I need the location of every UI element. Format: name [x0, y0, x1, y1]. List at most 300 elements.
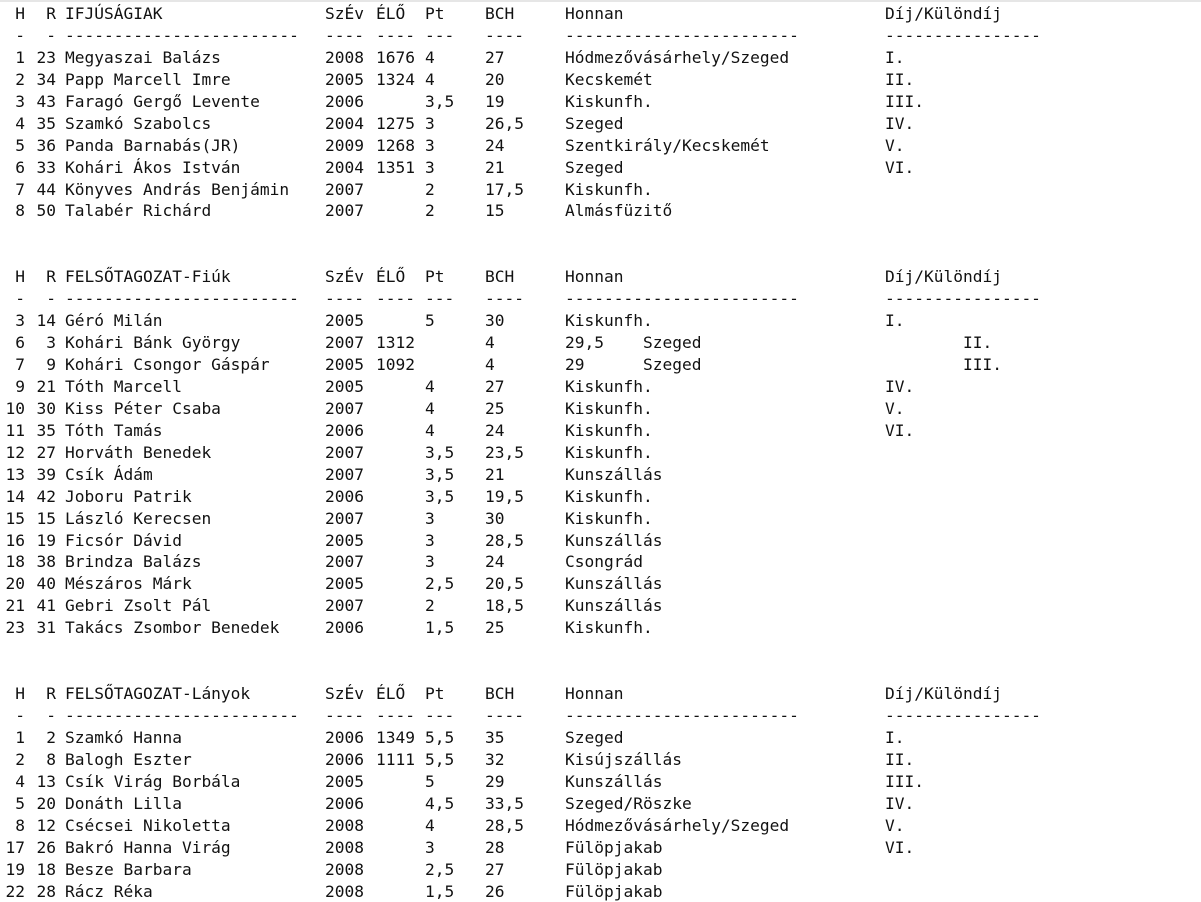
cell-elo: 1312 [376, 332, 415, 354]
cell-r: 15 [37, 508, 57, 530]
cell-elo: 1268 [376, 135, 415, 157]
cell-bch: 33,5 [485, 793, 524, 815]
table-row [0, 69, 1201, 91]
separator-row [0, 25, 1201, 47]
cell-dij: ---------------- [885, 705, 1041, 727]
cell-r: 34 [37, 69, 57, 91]
cell-honnan: Szeged [565, 727, 623, 749]
cell-szev: 2005 [325, 310, 364, 332]
table-row [0, 354, 1201, 376]
cell-r: 35 [37, 420, 57, 442]
table-row [0, 771, 1201, 793]
cell-szev: 2007 [325, 179, 364, 201]
cell-bch: ---- [485, 288, 524, 310]
cell-bch: 25 [485, 398, 505, 420]
blank-line [0, 639, 1201, 661]
cell-r: 18 [37, 859, 57, 881]
cell-h: H [15, 3, 25, 25]
cell-elo: ---- [376, 705, 415, 727]
table-row [0, 442, 1201, 464]
cell-name: Csécsei Nikoletta [65, 815, 231, 837]
cell-h: H [15, 266, 25, 288]
cell-elo: ÉLŐ [376, 266, 405, 288]
cell-elo: 1275 [376, 113, 415, 135]
cell-h: 8 [15, 815, 25, 837]
cell-dij: IV. [885, 113, 914, 135]
cell-pt: 3 [425, 157, 435, 179]
cell-h: 20 [6, 573, 26, 595]
table-row [0, 617, 1201, 639]
cell-r: 42 [37, 486, 57, 508]
table-row [0, 310, 1201, 332]
cell-pt: 4 [425, 420, 435, 442]
cell-name: Szamkó Hanna [65, 727, 182, 749]
cell-r: 33 [37, 157, 57, 179]
cell-name: Donáth Lilla [65, 793, 182, 815]
cell-h: 8 [15, 200, 25, 222]
cell-honnan: 29 Szeged [565, 354, 701, 376]
cell-honnan: Kiskunfh. [565, 310, 653, 332]
cell-dij: VI. [885, 157, 914, 179]
cell-szev: 2007 [325, 200, 364, 222]
cell-h: 16 [6, 530, 26, 552]
cell-bch: 30 [485, 508, 505, 530]
table-row [0, 113, 1201, 135]
section-table [0, 3, 1201, 222]
cell-pt: --- [425, 288, 454, 310]
cell-szev: 2005 [325, 69, 364, 91]
cell-szev: 2008 [325, 859, 364, 881]
cell-r: 36 [37, 135, 57, 157]
cell-h: 19 [6, 859, 26, 881]
table-row [0, 815, 1201, 837]
cell-bch: 24 [485, 135, 505, 157]
cell-pt: Pt [425, 266, 445, 288]
cell-pt: 2 [425, 179, 435, 201]
cell-pt: 4 [425, 376, 435, 398]
cell-dij: ---------------- [885, 288, 1041, 310]
cell-pt: 3,5 [425, 486, 454, 508]
cell-name: Gebri Zsolt Pál [65, 595, 211, 617]
cell-name: Talabér Richárd [65, 200, 211, 222]
cell-bch: 27 [485, 376, 505, 398]
cell-h: 22 [6, 881, 26, 902]
cell-name: Besze Barbara [65, 859, 192, 881]
cell-szev: 2005 [325, 771, 364, 793]
cell-name: Kiss Péter Csaba [65, 398, 221, 420]
cell-pt: 3,5 [425, 442, 454, 464]
cell-dij: I. [885, 47, 905, 69]
cell-honnan: ------------------------ [565, 705, 799, 727]
cell-pt: 3,5 [425, 91, 454, 113]
cell-szev: SzÉv [325, 266, 364, 288]
cell-name: Megyaszai Balázs [65, 47, 221, 69]
cell-bch: 25 [485, 617, 505, 639]
table-row [0, 727, 1201, 749]
header-row [0, 683, 1201, 705]
cell-honnan: Fülöpjakab [565, 837, 662, 859]
cell-bch: 35 [485, 727, 505, 749]
cell-pt: 2 [425, 595, 435, 617]
cell-r: 26 [37, 837, 57, 859]
cell-h: - [15, 705, 25, 727]
cell-honnan: ------------------------ [565, 288, 799, 310]
cell-szev: 2005 [325, 354, 364, 376]
cell-h: 7 [15, 179, 25, 201]
cell-pt: 3 [425, 551, 435, 573]
cell-r: - [46, 25, 56, 47]
table-row [0, 595, 1201, 617]
cell-dij: ---------------- [885, 25, 1041, 47]
cell-name: Könyves András Benjámin [65, 179, 289, 201]
cell-name: ------------------------ [65, 288, 299, 310]
cell-pt: 4 [425, 815, 435, 837]
cell-h: 2 [15, 749, 25, 771]
cell-bch: ---- [485, 25, 524, 47]
cell-r: R [46, 683, 56, 705]
cell-szev: ---- [325, 288, 364, 310]
cell-pt: 3 [425, 508, 435, 530]
cell-name: Brindza Balázs [65, 551, 201, 573]
cell-r: 43 [37, 91, 57, 113]
cell-bch: 28 [485, 837, 505, 859]
cell-szev: 2008 [325, 815, 364, 837]
cell-name: Panda Barnabás(JR) [65, 135, 240, 157]
cell-dij: Díj/Különdíj [885, 3, 1002, 25]
cell-szev: 2008 [325, 881, 364, 902]
cell-pt: 5,5 [425, 727, 454, 749]
cell-h: 9 [15, 376, 25, 398]
cell-r: 44 [37, 179, 57, 201]
cell-dij: IV. [885, 793, 914, 815]
cell-name: Kohári Csongor Gáspár [65, 354, 270, 376]
cell-bch: 20,5 [485, 573, 524, 595]
cell-szev: 2006 [325, 793, 364, 815]
cell-honnan: 29,5 Szeged [565, 332, 701, 354]
cell-szev: 2008 [325, 837, 364, 859]
cell-pt: 3 [425, 837, 435, 859]
cell-bch: 27 [485, 47, 505, 69]
cell-bch: BCH [485, 3, 514, 25]
cell-bch: 32 [485, 749, 505, 771]
cell-h: 7 [15, 354, 25, 376]
cell-pt: 4 [425, 47, 435, 69]
cell-name: Rácz Réka [65, 881, 153, 902]
cell-pt: 3 [425, 530, 435, 552]
cell-name: Szamkó Szabolcs [65, 113, 211, 135]
cell-bch: 18,5 [485, 595, 524, 617]
cell-szev: SzÉv [325, 683, 364, 705]
cell-bch: 24 [485, 551, 505, 573]
cell-name: Tóth Marcell [65, 376, 182, 398]
cell-bch: BCH [485, 266, 514, 288]
table-row [0, 179, 1201, 201]
cell-elo: 1092 [376, 354, 415, 376]
table-row [0, 749, 1201, 771]
cell-r: 23 [37, 47, 57, 69]
cell-name: ------------------------ [65, 705, 299, 727]
cell-name: Ficsór Dávid [65, 530, 182, 552]
cell-r: 41 [37, 595, 57, 617]
cell-name: Tóth Tamás [65, 420, 162, 442]
cell-pt: Pt [425, 3, 445, 25]
cell-h: 17 [6, 837, 26, 859]
cell-r: - [46, 705, 56, 727]
cell-honnan: Honnan [565, 266, 623, 288]
cell-bch: BCH [485, 683, 514, 705]
cell-pt: --- [425, 25, 454, 47]
cell-r: 27 [37, 442, 57, 464]
cell-szev: 2005 [325, 530, 364, 552]
cell-name: Kohári Bánk György [65, 332, 240, 354]
table-row [0, 508, 1201, 530]
cell-h: 4 [15, 771, 25, 793]
cell-r: - [46, 288, 56, 310]
cell-h: 10 [6, 398, 26, 420]
cell-szev: 2006 [325, 420, 364, 442]
cell-pt: 3 [425, 135, 435, 157]
cell-bch: 20 [485, 69, 505, 91]
cell-dij: I. [885, 310, 905, 332]
cell-honnan: Kunszállás [565, 464, 662, 486]
cell-szev: ---- [325, 25, 364, 47]
cell-honnan: Kunszállás [565, 595, 662, 617]
cell-r: 19 [37, 530, 57, 552]
cell-bch: 24 [485, 420, 505, 442]
cell-dij: III. [885, 771, 924, 793]
cell-bch: 17,5 [485, 179, 524, 201]
cell-pt: 4,5 [425, 793, 454, 815]
blank-line [0, 661, 1201, 683]
cell-honnan: Kunszállás [565, 771, 662, 793]
cell-bch: 15 [485, 200, 505, 222]
cell-dij: VI. [885, 837, 914, 859]
cell-elo: 1349 [376, 727, 415, 749]
cell-r: 12 [37, 815, 57, 837]
cell-honnan: Kiskunfh. [565, 486, 653, 508]
table-row [0, 551, 1201, 573]
cell-h: 15 [6, 508, 26, 530]
blank-line [0, 222, 1201, 244]
cell-dij: V. [885, 398, 905, 420]
cell-szev: 2007 [325, 332, 364, 354]
cell-r: 20 [37, 793, 57, 815]
cell-h: 3 [15, 91, 25, 113]
separator-row [0, 705, 1201, 727]
cell-name: FELSŐTAGOZAT-Lányok [65, 683, 250, 705]
cell-dij: III. [885, 354, 1002, 376]
table-row [0, 859, 1201, 881]
cell-dij: VI. [885, 420, 914, 442]
cell-elo: 1351 [376, 157, 415, 179]
cell-dij: V. [885, 815, 905, 837]
cell-bch: 26 [485, 881, 505, 902]
cell-honnan: Kiskunfh. [565, 398, 653, 420]
cell-h: H [15, 683, 25, 705]
cell-szev: 2004 [325, 113, 364, 135]
cell-szev: 2006 [325, 727, 364, 749]
cell-r: 14 [37, 310, 57, 332]
cell-name: Balogh Eszter [65, 749, 192, 771]
cell-elo: 1676 [376, 47, 415, 69]
cell-honnan: Hódmezővásárhely/Szeged [565, 47, 789, 69]
cell-r: 30 [37, 398, 57, 420]
cell-elo: ---- [376, 288, 415, 310]
table-row [0, 573, 1201, 595]
cell-honnan: Kiskunfh. [565, 442, 653, 464]
cell-pt: --- [425, 705, 454, 727]
cell-pt: 2 [425, 200, 435, 222]
cell-r: 50 [37, 200, 57, 222]
cell-name: Takács Zsombor Benedek [65, 617, 279, 639]
cell-r: 13 [37, 771, 57, 793]
table-row [0, 530, 1201, 552]
cell-bch: ---- [485, 705, 524, 727]
cell-elo: ---- [376, 25, 415, 47]
cell-bch: 19,5 [485, 486, 524, 508]
cell-honnan: Kiskunfh. [565, 91, 653, 113]
table-row [0, 200, 1201, 222]
cell-honnan: Szeged/Röszke [565, 793, 692, 815]
cell-r: 31 [37, 617, 57, 639]
cell-honnan: Honnan [565, 683, 623, 705]
cell-h: 4 [15, 113, 25, 135]
cell-bch: 26,5 [485, 113, 524, 135]
table-row [0, 420, 1201, 442]
cell-bch: 21 [485, 464, 505, 486]
cell-h: 6 [15, 157, 25, 179]
cell-name: Papp Marcell Imre [65, 69, 231, 91]
cell-r: 8 [46, 749, 56, 771]
table-row [0, 135, 1201, 157]
cell-bch: 4 [485, 354, 495, 376]
cell-h: 1 [15, 47, 25, 69]
cell-r: R [46, 266, 56, 288]
cell-honnan: Kunszállás [565, 530, 662, 552]
cell-szev: 2007 [325, 442, 364, 464]
cell-szev: 2005 [325, 376, 364, 398]
cell-szev: 2007 [325, 595, 364, 617]
cell-dij: IV. [885, 376, 914, 398]
cell-h: 21 [6, 595, 26, 617]
results-document [0, 3, 1201, 902]
table-row [0, 157, 1201, 179]
cell-name: Bakró Hanna Virág [65, 837, 231, 859]
cell-name: Horváth Benedek [65, 442, 211, 464]
cell-honnan: ------------------------ [565, 25, 799, 47]
cell-pt: 4 [425, 69, 435, 91]
cell-honnan: Kecskemét [565, 69, 653, 91]
cell-dij: Díj/Különdíj [885, 683, 1002, 705]
separator-row [0, 288, 1201, 310]
cell-dij: II. [885, 749, 914, 771]
cell-elo: 1324 [376, 69, 415, 91]
cell-szev: 2005 [325, 573, 364, 595]
cell-pt: 5,5 [425, 749, 454, 771]
cell-pt: 2,5 [425, 573, 454, 595]
cell-r: 35 [37, 113, 57, 135]
cell-honnan: Szentkirály/Kecskemét [565, 135, 770, 157]
cell-h: 2 [15, 69, 25, 91]
cell-name: Joboru Patrik [65, 486, 192, 508]
cell-bch: 30 [485, 310, 505, 332]
cell-bch: 27 [485, 859, 505, 881]
cell-szev: 2006 [325, 749, 364, 771]
cell-szev: 2006 [325, 91, 364, 113]
cell-name: IFJÚSÁGIAK [65, 3, 162, 25]
cell-pt: 3 [425, 113, 435, 135]
header-row [0, 3, 1201, 25]
cell-h: 13 [6, 464, 26, 486]
cell-r: 2 [46, 727, 56, 749]
cell-bch: 28,5 [485, 815, 524, 837]
cell-bch: 29 [485, 771, 505, 793]
cell-bch: 4 [485, 332, 495, 354]
table-row [0, 376, 1201, 398]
cell-name: Géró Milán [65, 310, 162, 332]
cell-r: R [46, 3, 56, 25]
cell-honnan: Fülöpjakab [565, 881, 662, 902]
cell-szev: ---- [325, 705, 364, 727]
table-row [0, 398, 1201, 420]
cell-pt: Pt [425, 683, 445, 705]
cell-pt: 1,5 [425, 881, 454, 902]
cell-h: 1 [15, 727, 25, 749]
cell-honnan: Szeged [565, 113, 623, 135]
cell-r: 40 [37, 573, 57, 595]
cell-h: 5 [15, 793, 25, 815]
cell-name: ------------------------ [65, 25, 299, 47]
cell-r: 39 [37, 464, 57, 486]
cell-dij: I. [885, 727, 905, 749]
cell-honnan: Kiskunfh. [565, 508, 653, 530]
cell-r: 21 [37, 376, 57, 398]
cell-bch: 19 [485, 91, 505, 113]
table-row [0, 91, 1201, 113]
table-row [0, 837, 1201, 859]
cell-szev: 2007 [325, 398, 364, 420]
cell-honnan: Kunszállás [565, 573, 662, 595]
cell-elo: ÉLŐ [376, 683, 405, 705]
cell-honnan: Kiskunfh. [565, 376, 653, 398]
cell-h: - [15, 25, 25, 47]
cell-name: Kohári Ákos István [65, 157, 240, 179]
cell-szev: 2004 [325, 157, 364, 179]
cell-pt: 5 [425, 310, 435, 332]
cell-h: 18 [6, 551, 26, 573]
cell-elo: ÉLŐ [376, 3, 405, 25]
cell-h: 3 [15, 310, 25, 332]
table-row [0, 486, 1201, 508]
cell-name: László Kerecsen [65, 508, 211, 530]
cell-h: 5 [15, 135, 25, 157]
cell-szev: 2007 [325, 464, 364, 486]
cell-honnan: Almásfüzitő [565, 200, 672, 222]
cell-pt: 1,5 [425, 617, 454, 639]
cell-r: 38 [37, 551, 57, 573]
cell-dij: II. [885, 332, 992, 354]
cell-pt: 2,5 [425, 859, 454, 881]
table-row [0, 793, 1201, 815]
cell-bch: 21 [485, 157, 505, 179]
cell-honnan: Kiskunfh. [565, 420, 653, 442]
table-row [0, 464, 1201, 486]
cell-name: Faragó Gergő Levente [65, 91, 260, 113]
cell-honnan: Kisújszállás [565, 749, 682, 771]
cell-honnan: Hódmezővásárhely/Szeged [565, 815, 789, 837]
cell-szev: 2006 [325, 486, 364, 508]
cell-honnan: Honnan [565, 3, 623, 25]
